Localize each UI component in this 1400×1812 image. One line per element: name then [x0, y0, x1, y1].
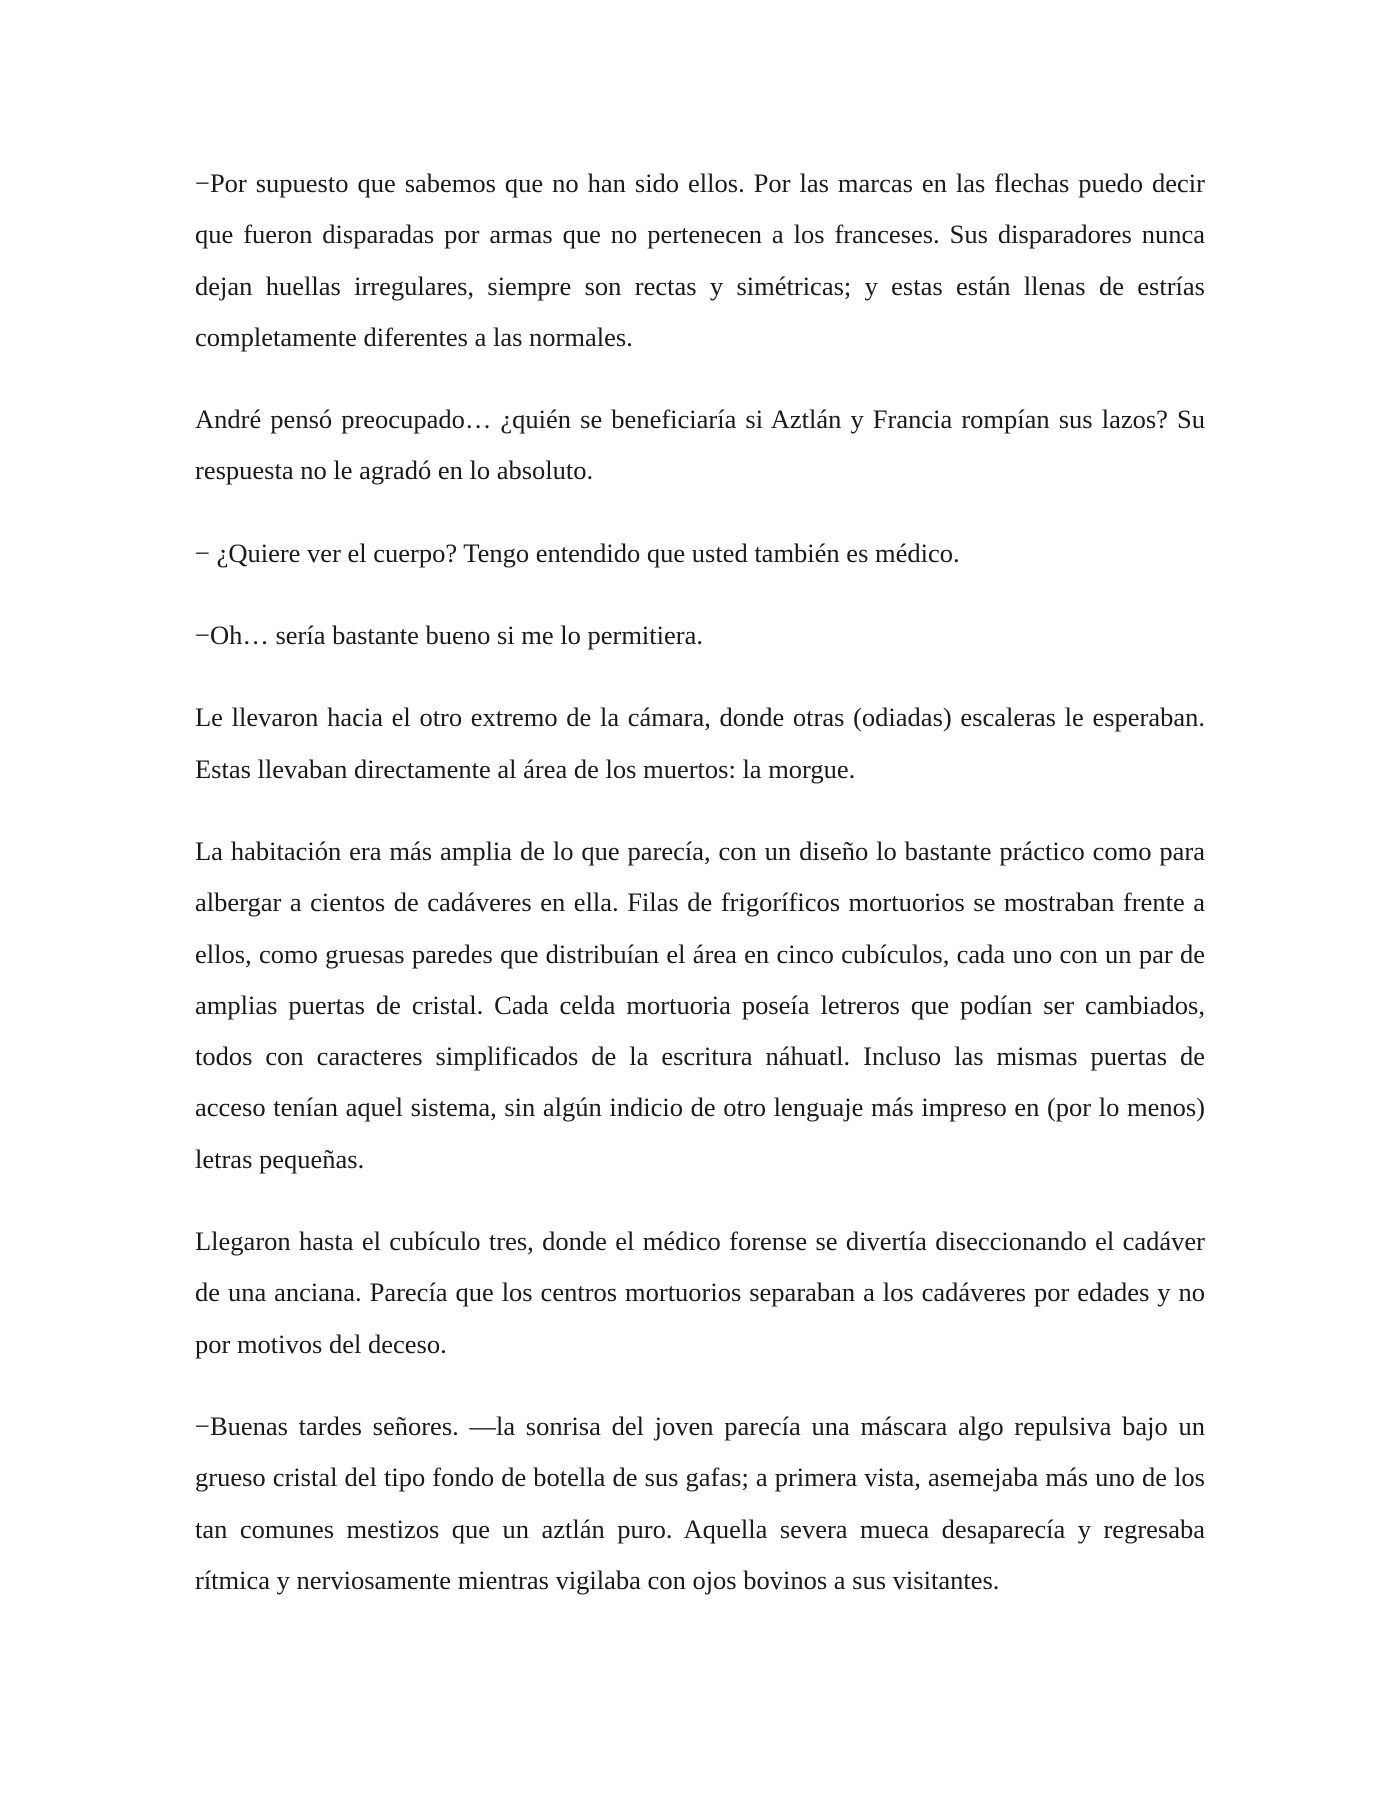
paragraph-8: −Buenas tardes señores. —la sonrisa del joven parecía una máscara algo repulsiva bajo un grueso cristal del tipo fondo de botella de sus gafas; a primera vista, asemejaba más uno de los tan comunes mestizos que un aztlán puro. Aquella severa mueca desaparecía y regresaba rítmica y nerviosamente mientras vigilaba con ojos bovinos a sus visitantes. — [195, 1410, 1205, 1595]
document-page — [195, 158, 1205, 1637]
paragraph-2: André pensó preocupado… ¿quién se beneficiaría si Aztlán y Francia rompían sus lazos? Su respuesta no le agradó en lo absoluto. — [195, 404, 1205, 486]
paragraph-5: Le llevaron hacia el otro extremo de la cámara, donde otras (odiadas) escaleras le esperaban. Estas llevaban directamente al área de los muertos: la morgue. — [195, 702, 1205, 784]
paragraph-1: −Por supuesto que sabemos que no han sido ellos. Por las marcas en las flechas puedo decir que fueron disparadas por armas que no pertenecen a los franceses. Sus disparadores nunca dejan huellas irregulares, siempre son rectas y simétricas; y estas están llenas de estrías completamente diferentes a las normales. — [195, 168, 1205, 352]
paragraph-3: − ¿Quiere ver el cuerpo? Tengo entendido que usted también es médico. — [195, 537, 960, 568]
paragraph-7: Llegaron hasta el cubículo tres, donde el médico forense se divertía diseccionando el cadáver de una anciana. Parecía que los centros mortuorios separaban a los cadáveres por edades y no por motivos del deceso. — [195, 1226, 1205, 1359]
paragraph-6: La habitación era más amplia de lo que parecía, con un diseño lo bastante práctico como para albergar a cientos de cadáveres en ella. Filas de frigoríficos mortuorios se mostraban frente a ellos, como gruesas paredes que distribuían el área en cinco cubículos, cada uno con un par de amplias puertas de cristal. Cada celda mortuoria poseía letreros que podían ser cambiados, todos con caracteres simplificados de la escritura náhuatl. Incluso las mismas puertas de acceso tenían aquel sistema, sin algún indicio de otro lenguaje más impreso en (por lo menos) letras pequeñas. — [195, 835, 1205, 1174]
paragraph-4: −Oh… sería bastante bueno si me lo permitiera. — [195, 620, 703, 651]
